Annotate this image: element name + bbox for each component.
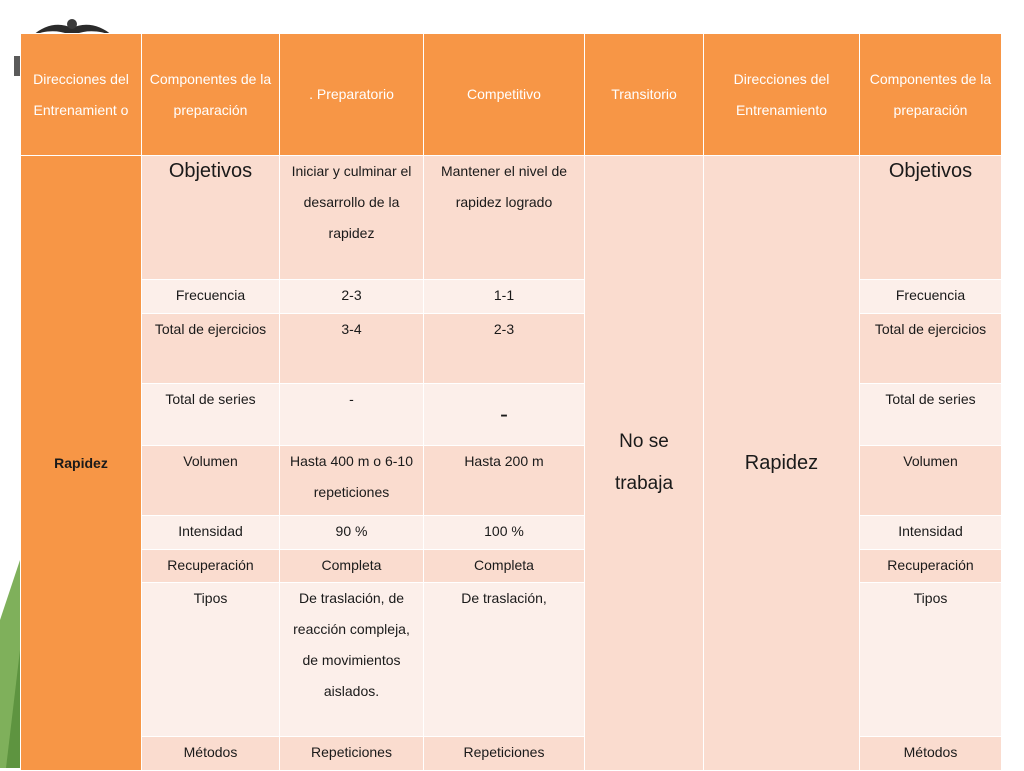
componente-cell: Total de ejercicios [142, 314, 280, 384]
transitorio-no-se-trabaja: No se trabaja [585, 156, 704, 771]
componente-cell-right: Objetivos [860, 156, 1002, 280]
side-leaf-decoration [0, 560, 20, 768]
header-competitivo: Competitivo [424, 34, 585, 156]
competitivo-cell: De traslación, [424, 583, 585, 737]
preparatorio-cell: - [280, 384, 424, 446]
table-row [21, 156, 1002, 280]
competitivo-cell: 100 % [424, 516, 585, 550]
componente-cell-right: Frecuencia [860, 280, 1002, 314]
componente-cell-right: Volumen [860, 446, 1002, 516]
preparatorio-cell: Iniciar y culminar el desarrollo de la rapidez [280, 156, 424, 280]
header-preparatorio: . Preparatorio [280, 34, 424, 156]
header-componentes: Componentes de la preparación [142, 34, 280, 156]
componente-cell-right: Métodos [860, 737, 1002, 771]
training-plan-table [20, 33, 1002, 771]
competitivo-cell: Completa [424, 550, 585, 583]
preparatorio-cell: 3-4 [280, 314, 424, 384]
competitivo-cell: 1-1 [424, 280, 585, 314]
header-row [21, 34, 1002, 156]
componente-cell: Intensidad [142, 516, 280, 550]
componente-cell: Frecuencia [142, 280, 280, 314]
componente-cell-right: Total de series [860, 384, 1002, 446]
preparatorio-cell: 90 % [280, 516, 424, 550]
componente-cell-right: Recuperación [860, 550, 1002, 583]
componente-cell: Volumen [142, 446, 280, 516]
componente-cell-right: Total de ejercicios [860, 314, 1002, 384]
competitivo-cell: Hasta 200 m [424, 446, 585, 516]
componente-cell: Total de series [142, 384, 280, 446]
preparatorio-cell: Completa [280, 550, 424, 583]
componente-cell-right: Intensidad [860, 516, 1002, 550]
direccion-rapidez-right: Rapidez [704, 156, 860, 771]
competitivo-cell: 2-3 [424, 314, 585, 384]
header-componentes-right: Componentes de la preparación [860, 34, 1002, 156]
componente-cell: Objetivos [142, 156, 280, 280]
direccion-rapidez-left: Rapidez [21, 156, 142, 771]
header-direcciones-right: Direcciones del Entrenamiento [704, 34, 860, 156]
competitivo-cell: Repeticiones [424, 737, 585, 771]
componente-cell: Métodos [142, 737, 280, 771]
componente-cell: Recuperación [142, 550, 280, 583]
competitivo-cell: - [424, 384, 585, 446]
header-direcciones: Direcciones del Entrenamient o [21, 34, 142, 156]
preparatorio-cell: De traslación, de reacción compleja, de movimientos aislados. [280, 583, 424, 737]
preparatorio-cell: Hasta 400 m o 6-10 repeticiones [280, 446, 424, 516]
competitivo-cell: Mantener el nivel de rapidez logrado [424, 156, 585, 280]
preparatorio-cell: Repeticiones [280, 737, 424, 771]
preparatorio-cell: 2-3 [280, 280, 424, 314]
header-transitorio: Transitorio [585, 34, 704, 156]
componente-cell: Tipos [142, 583, 280, 737]
componente-cell-right: Tipos [860, 583, 1002, 737]
